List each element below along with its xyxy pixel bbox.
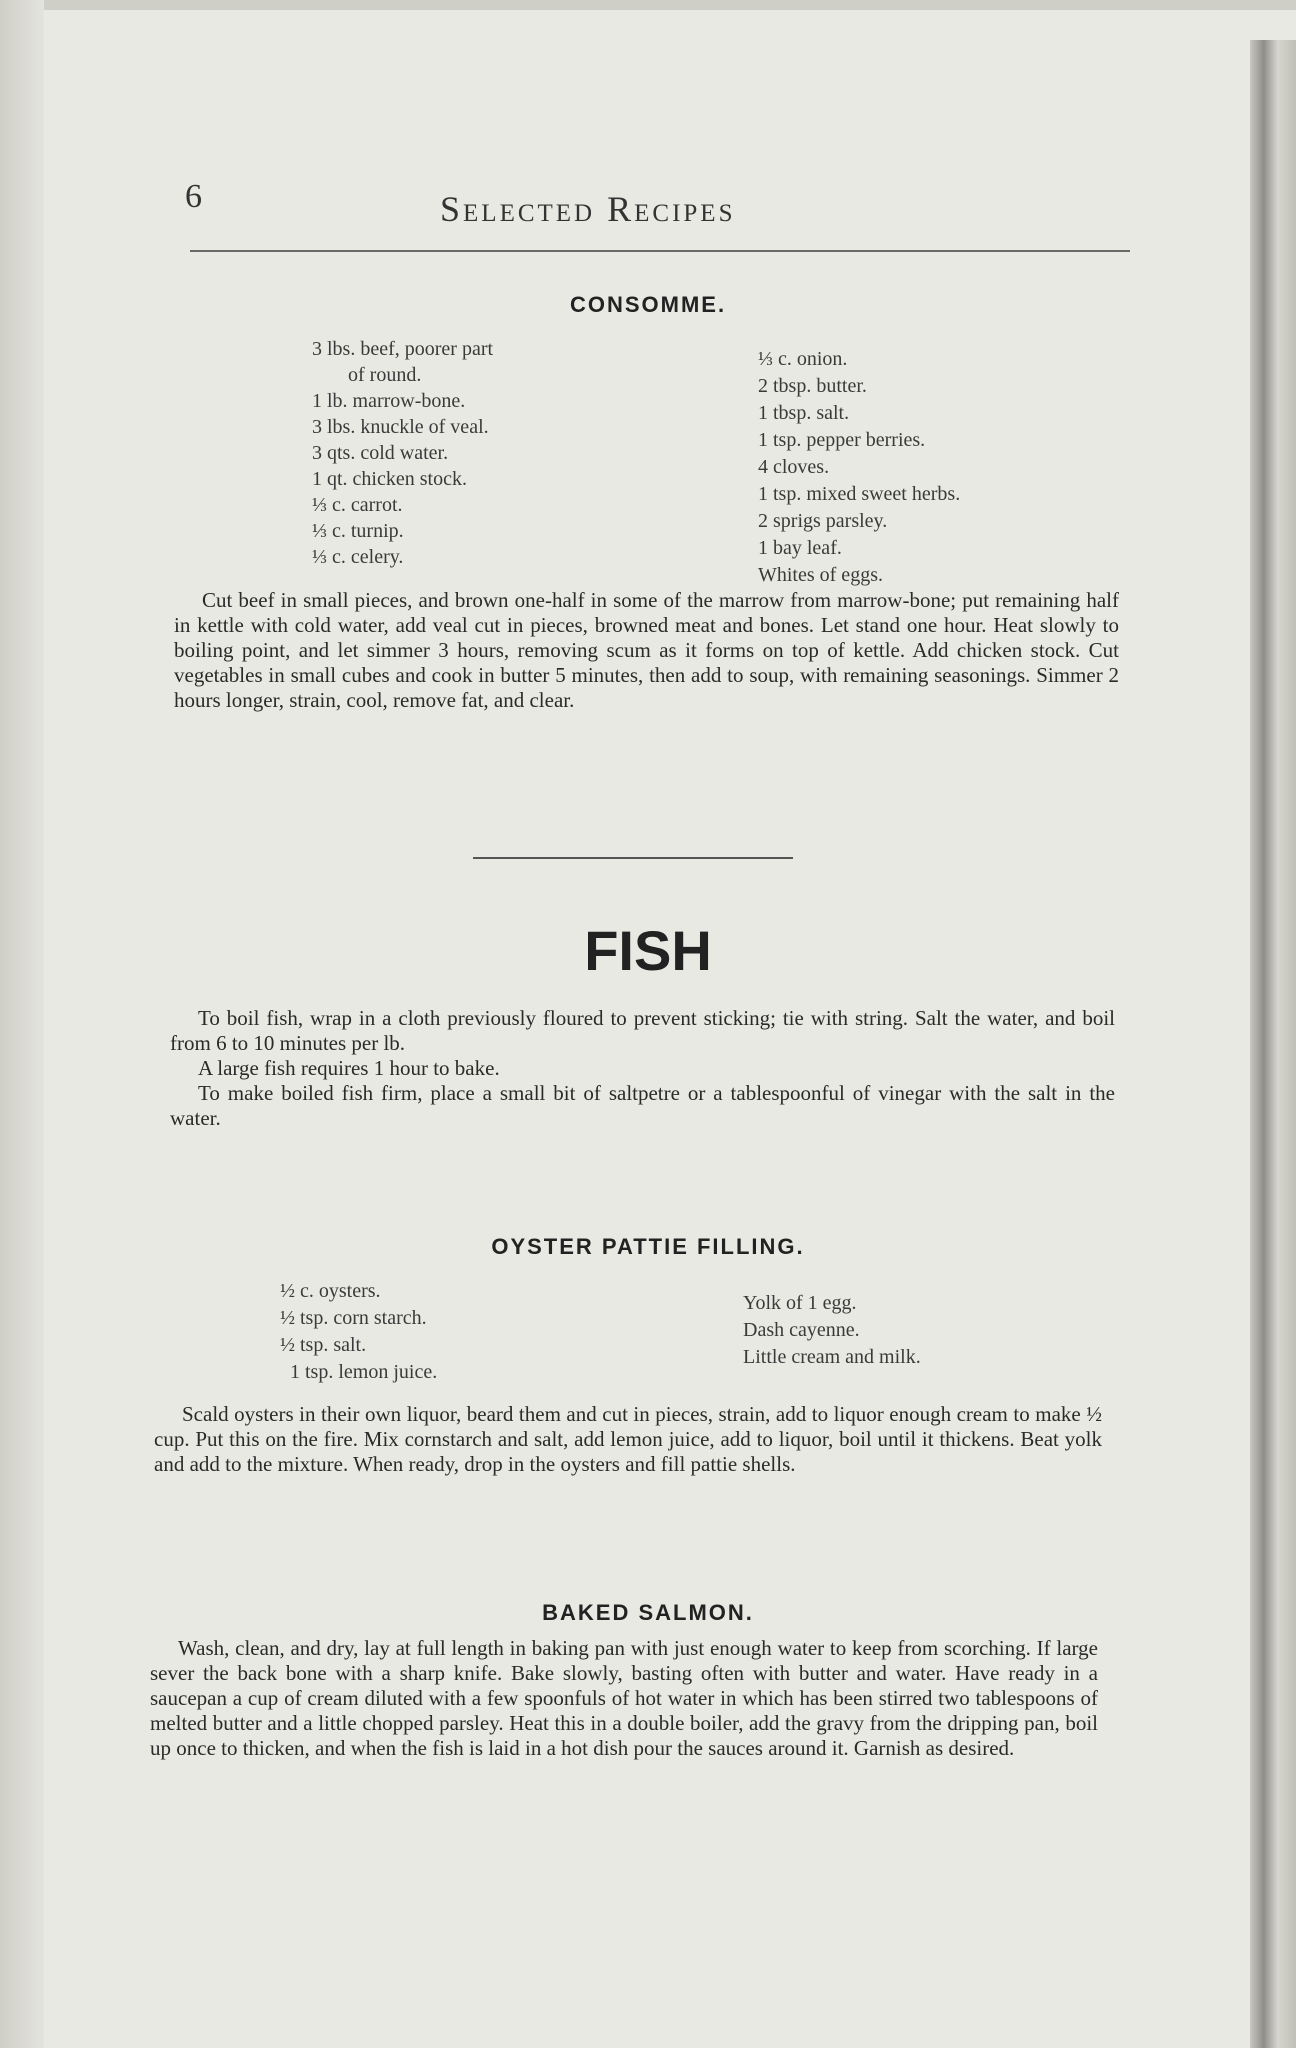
ingredient-line: of round.: [348, 364, 422, 386]
book-spine-edge: [1250, 40, 1296, 2048]
ingredient-line: 3 lbs. knuckle of veal.: [312, 416, 489, 438]
ingredient-line: 2 sprigs parsley.: [758, 510, 888, 532]
ingredient-line: 1 tsp. mixed sweet herbs.: [758, 483, 961, 505]
paragraph: To boil fish, wrap in a cloth previously floured to prevent sticking; tie with string. Salt the water, and boil from 6 to 10 minutes per lb.: [170, 1006, 1115, 1055]
ingredient-line: Yolk of 1 egg.: [743, 1292, 857, 1314]
consomme-ingredients-right: [758, 346, 960, 589]
oyster-ingredients-right: [743, 1290, 921, 1371]
paragraph: To make boiled fish firm, place a small bit of saltpetre or a tablespoonful of vinegar with the salt in the water.: [170, 1081, 1115, 1130]
page-number: 6: [185, 178, 202, 215]
oyster-ingredients-left: [280, 1278, 437, 1386]
paragraph: Cut beef in small pieces, and brown one-half in some of the marrow from marrow-bone; put remaining half in kettle with cold water, add veal cut in pieces, browned meat and bones. Let stand one hour. Heat slowly to boiling point, and let simmer 3 hours, removing scum as it forms on top of kettle. Add chicken stock. Cut vegetables in small cubes and cook in butter 5 minutes, then add to soup, with remaining seasonings. Simmer 2 hours longer, strain, cool, remove fat, and clear.: [174, 588, 1119, 712]
section-divider: [473, 857, 793, 859]
page-top-edge: [0, 0, 1296, 10]
ingredient-line: Whites of eggs.: [758, 564, 883, 586]
ingredient-line: 1 lb. marrow-bone.: [312, 390, 466, 412]
ingredient-line: ½ c. oysters.: [280, 1280, 381, 1302]
salmon-directions: [150, 1636, 1098, 1761]
ingredient-line: 4 cloves.: [758, 456, 830, 478]
ingredient-line: 3 lbs. beef, poorer part: [312, 338, 494, 360]
oyster-directions: [154, 1402, 1102, 1477]
header-rule: [190, 250, 1130, 252]
salmon-title: BAKED SALMON.: [542, 1600, 754, 1625]
fish-section-title: FISH: [584, 919, 712, 982]
ingredient-line: ⅓ c. turnip.: [312, 520, 404, 542]
ingredient-line: Little cream and milk.: [743, 1346, 921, 1368]
ingredient-line: ⅓ c. celery.: [312, 546, 404, 568]
consomme-directions: [174, 588, 1119, 713]
ingredient-line: ½ tsp. corn starch.: [280, 1307, 427, 1329]
paragraph: A large fish requires 1 hour to bake.: [198, 1056, 500, 1080]
ingredient-line: ⅓ c. carrot.: [312, 494, 403, 516]
ingredient-line: Dash cayenne.: [743, 1319, 860, 1341]
ingredient-line: 2 tbsp. butter.: [758, 375, 867, 397]
fish-intro: [170, 1006, 1115, 1131]
ingredient-line: 1 tbsp. salt.: [758, 402, 850, 424]
consomme-title: CONSOMME.: [569, 292, 727, 317]
ingredient-line: 1 tsp. pepper berries.: [758, 429, 926, 451]
ingredient-line: 1 bay leaf.: [758, 537, 842, 559]
oyster-title: OYSTER PATTIE FILLING.: [491, 1234, 805, 1259]
ingredient-line: 1 qt. chicken stock.: [312, 468, 467, 490]
ingredient-line: ½ tsp. salt.: [280, 1334, 367, 1356]
paragraph: Scald oysters in their own liquor, beard them and cut in pieces, strain, add to liquor enough cream to make ½ cup. Put this on the fire. Mix cornstarch and salt, add lemon juice, add to liquor, boil until it thickens. Beat yolk and add to the mixture. When ready, drop in the oysters and fill pattie shells.: [154, 1402, 1102, 1476]
running-head: Selected Recipes: [440, 189, 736, 229]
paragraph: Wash, clean, and dry, lay at full length in baking pan with just enough water to keep from scorching. If large sever the back bone with a sharp knife. Bake slowly, basting often with butter and water. Have ready in a saucepan a cup of cream diluted with a few spoonfuls of hot water in which has been stirred two tablespoons of melted butter and a little chopped parsley. Heat this in a double boiler, add the gravy from the dripping pan, boil up once to thicken, and when the fish is laid in a hot dish pour the sauces around it. Garnish as desired.: [150, 1636, 1098, 1760]
ingredient-line: 3 qts. cold water.: [312, 442, 449, 464]
ingredient-line: 1 tsp. lemon juice.: [290, 1361, 438, 1383]
consomme-ingredients-left: [312, 336, 493, 570]
ingredient-line: ⅓ c. onion.: [758, 348, 848, 370]
